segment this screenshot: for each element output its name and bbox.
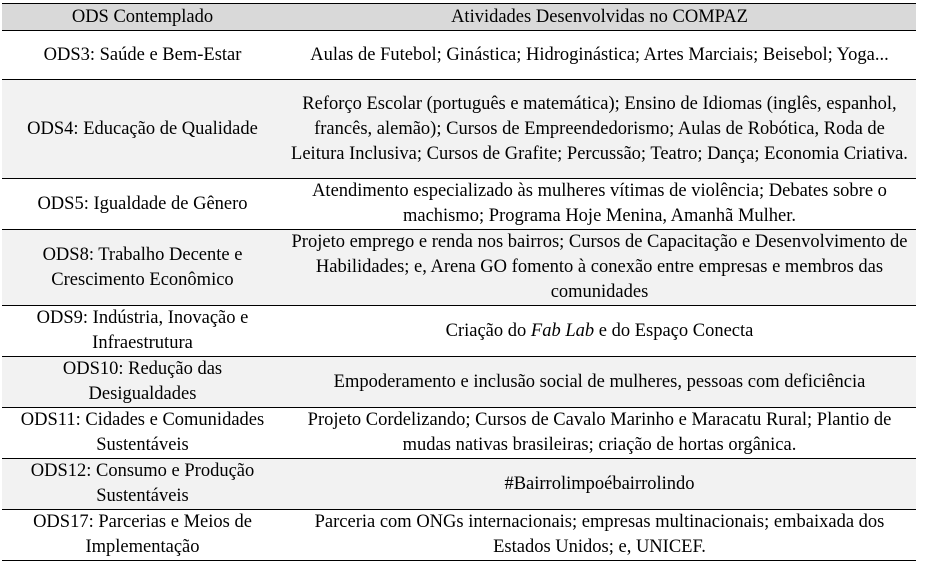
fab-lab-italic-text: Fab Lab [530, 320, 595, 341]
table-row [2, 408, 916, 459]
atividades-text-pre: Criação do [445, 320, 531, 341]
cell-ods: ODS4: Educação de Qualidade [2, 80, 283, 179]
ods-activities-table [2, 3, 916, 561]
atividades-text-post: e do Espaço Conecta [594, 320, 754, 341]
table-row [2, 80, 916, 179]
cell-ods: ODS5: Igualdade de Gênero [2, 179, 283, 230]
cell-atividades: Reforço Escolar (português e matemática); Ensino de Idiomas (inglês, espanhol, francês, alemão); Cursos de Empreendedorismo; Aulas de Robótica, Roda de Leitura Inclusiva; Cursos de Grafite; Percussão; Teatro; Dança; Economia Criativa. [283, 80, 916, 179]
table-row [2, 510, 916, 561]
cell-ods: ODS11: Cidades e Comunidades Sustentáveis [2, 408, 283, 459]
table-row [2, 306, 916, 357]
cell-atividades: Aulas de Futebol; Ginástica; Hidroginástica; Artes Marciais; Beisebol; Yoga... [283, 31, 916, 80]
table-row [2, 459, 916, 510]
table-row [2, 31, 916, 80]
cell-ods: ODS3: Saúde e Bem-Estar [2, 31, 283, 80]
cell-atividades [283, 306, 916, 357]
cell-ods: ODS17: Parcerias e Meios de Implementação [2, 510, 283, 561]
table-row [2, 230, 916, 306]
ods-table-container [2, 3, 916, 561]
cell-ods: ODS10: Redução das Desigualdades [2, 357, 283, 408]
header-ods-contemplado: ODS Contemplado [2, 4, 283, 31]
cell-atividades: Empoderamento e inclusão social de mulheres, pessoas com deficiência [283, 357, 916, 408]
cell-atividades: Atendimento especializado às mulheres vítimas de violência; Debates sobre o machismo; Programa Hoje Menina, Amanhã Mulher. [283, 179, 916, 230]
cell-atividades: Parceria com ONGs internacionais; empresas multinacionais; embaixada dos Estados Unidos; e, UNICEF. [283, 510, 916, 561]
table-row [2, 179, 916, 230]
table-row [2, 357, 916, 408]
cell-ods: ODS8: Trabalho Decente e Crescimento Econômico [2, 230, 283, 306]
header-row [2, 4, 916, 31]
cell-atividades: Projeto Cordelizando; Cursos de Cavalo Marinho e Maracatu Rural; Plantio de mudas nativas brasileiras; criação de hortas orgânica. [283, 408, 916, 459]
cell-ods: ODS12: Consumo e Produção Sustentáveis [2, 459, 283, 510]
table-header [2, 4, 916, 31]
cell-ods: ODS9: Indústria, Inovação e Infraestrutura [2, 306, 283, 357]
header-atividades: Atividades Desenvolvidas no COMPAZ [283, 4, 916, 31]
cell-atividades: Projeto emprego e renda nos bairros; Cursos de Capacitação e Desenvolvimento de Habilidades; e, Arena GO fomento à conexão entre empresas e membros das comunidades [283, 230, 916, 306]
table-body [2, 31, 916, 561]
cell-atividades: #Bairrolimpoébairrolindo [283, 459, 916, 510]
